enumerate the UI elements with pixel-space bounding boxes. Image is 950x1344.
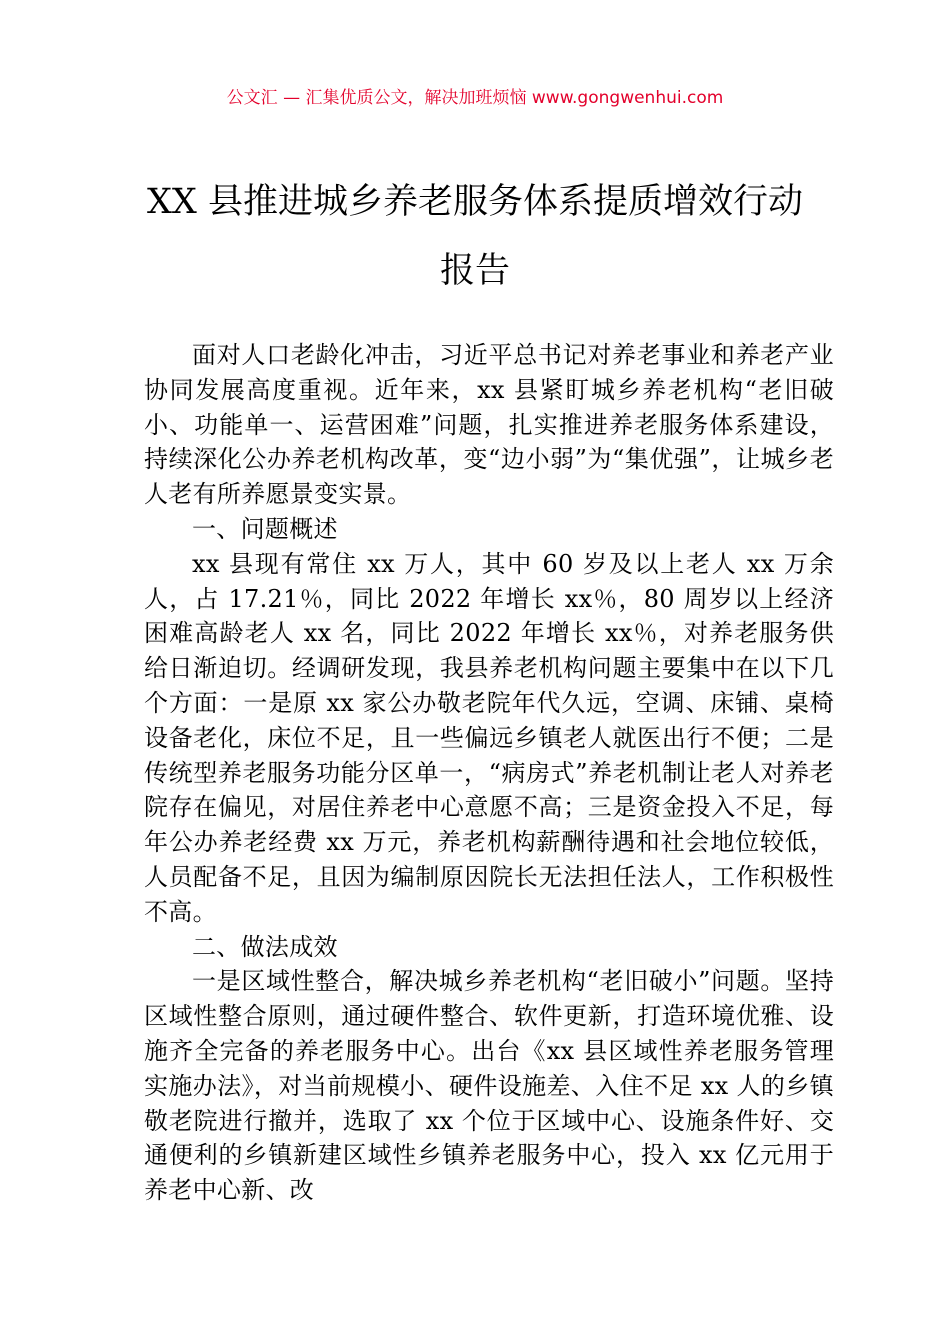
document-title-line-1: XX 县推进城乡养老服务体系提质增效行动	[147, 182, 803, 222]
site-banner	[0, 86, 950, 110]
document-body	[144, 338, 834, 1208]
site-banner-text: 公文汇 — 汇集优质公文，解决加班烦恼 www.gongwenhui.com	[226, 88, 724, 108]
measures-paragraph: 一是区域性整合，解决城乡养老机构“老旧破小”问题。坚持区域性整合原则，通过硬件整合、软件更新，打造环境优雅、设施齐全完备的养老服务中心。出台《xx 县区域性养老服务管理实施办法》，对当前规模小、硬件设施差、入住不足 xx 人的乡镇敬老院进行撤并，选取了 xx 个位于区域中心、设施条件好、交通便利的乡镇新建区域性乡镇养老服务中心，投入 xx 亿元用于养老中心新、改	[144, 967, 834, 1205]
problems-paragraph: xx 县现有常住 xx 万人，其中 60 岁及以上老人 xx 万余人，占 17.21％，同比 2022 年增长 xx％，80 周岁以上经济困难高龄老人 xx 名，同比 2022 年增长 xx％，对养老服务供给日渐迫切。经调研发现，我县养老机构问题主要集中在以下几个方面：一是原 xx 家公办敬老院年代久远，空调、床铺、桌椅设备老化，床位不足，且一些偏远乡镇老人就医出行不便；二是传统型养老服务功能分区单一，“病房式”养老机制让老人对养老院存在偏见，对居住养老中心意愿不高；三是资金投入不足，每年公办养老经费 xx 万元，养老机构薪酬待遇和社会地位较低，人员配备不足，且因为编制原因院长无法担任法人，工作积极性不高。	[144, 549, 834, 926]
section-heading-measures: 二、做法成效	[192, 932, 338, 961]
intro-paragraph: 面对人口老龄化冲击，习近平总书记对养老事业和养老产业协同发展高度重视。近年来，xx 县紧盯城乡养老机构“老旧破小、功能单一、运营困难”问题，扎实推进养老服务体系建设，持续深化公办养老机构改革，变“边小弱”为“集优强”，让城乡老人老有所养愿景变实景。	[144, 341, 834, 509]
document-title-line-2: 报告	[439, 251, 510, 291]
section-heading-problems: 一、问题概述	[192, 514, 338, 543]
